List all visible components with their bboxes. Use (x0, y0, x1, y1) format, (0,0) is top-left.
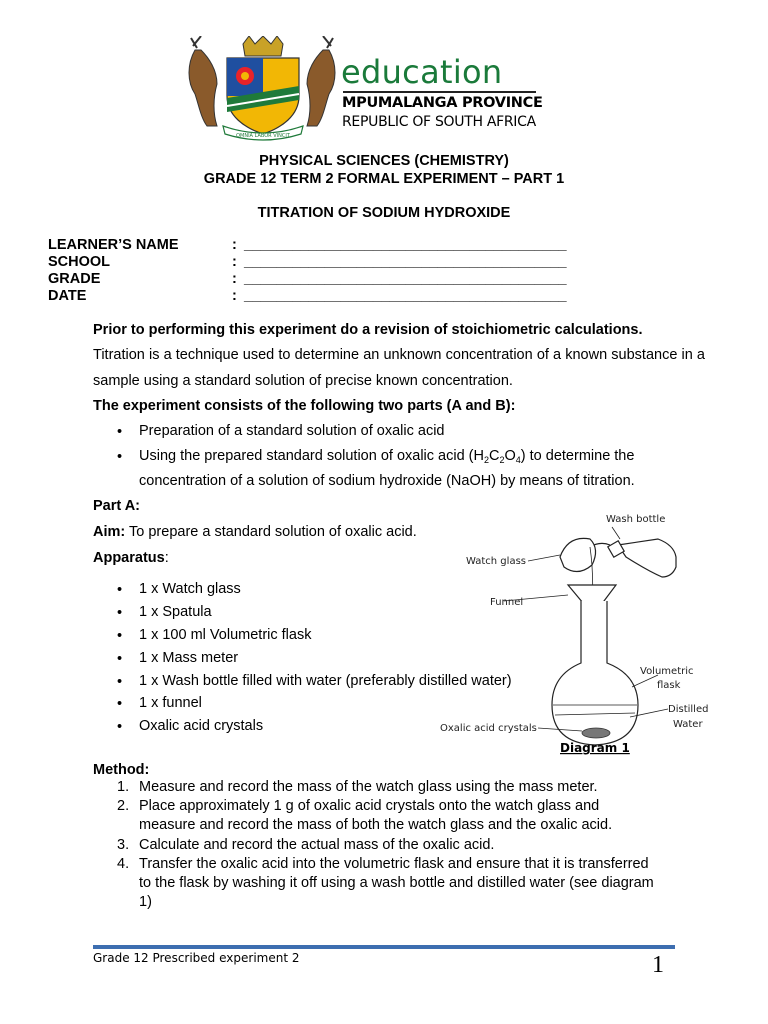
subject-title: PHYSICAL SCIENCES (CHEMISTRY) (259, 153, 509, 169)
step-number: 3. (117, 837, 130, 853)
part-bullet-2-line2: concentration of a solution of sodium hydroxide (NaOH) by means of titration. (139, 473, 635, 489)
apparatus-item: 1 x Watch glass (139, 581, 241, 597)
method-step-1: Measure and record the mass of the watch glass using the mass meter. (139, 779, 598, 795)
step-number: 4. (117, 856, 130, 872)
method-step-2: Place approximately 1 g of oxalic acid crystals onto the watch glass and (139, 798, 600, 814)
bullet-icon: • (117, 696, 123, 712)
parts-heading: The experiment consists of the following two parts (A and B): (93, 398, 516, 414)
date-row[interactable]: DATE : ________________________________________ (48, 288, 567, 304)
method-step-4-line3: 1) (139, 894, 152, 910)
learner-name-blank[interactable]: ________________________________________ (244, 237, 567, 253)
label-flask: flask (657, 680, 681, 691)
revision-note: Prior to performing this experiment do a revision of stoichiometric calculations. (93, 322, 643, 338)
experiment-title: TITRATION OF SODIUM HYDROXIDE (257, 205, 511, 221)
bullet-icon: • (117, 674, 123, 690)
school-blank[interactable]: ________________________________________ (244, 254, 567, 270)
date-blank[interactable]: ________________________________________ (244, 288, 567, 304)
grade-term-title: GRADE 12 TERM 2 FORMAL EXPERIMENT – PART 1 (203, 171, 565, 187)
coat-of-arms-logo (183, 36, 343, 142)
footer-rule (93, 945, 675, 949)
bullet-icon: • (117, 628, 123, 644)
method-step-4: Transfer the oxalic acid into the volumetric flask and ensure that it is transferred (139, 856, 649, 872)
learner-name-row[interactable]: LEARNER’S NAME : ________________________________________ (48, 237, 567, 253)
label-water: Water (673, 719, 703, 730)
grade-row[interactable]: GRADE : ________________________________________ (48, 271, 567, 287)
apparatus-item: 1 x Mass meter (139, 650, 239, 666)
part-bullet-2: Using the prepared standard solution of oxalic acid $(H_2C_2O_4)$ to determine the (139, 448, 635, 465)
watch-glass-icon (560, 538, 596, 571)
bullet-icon: • (117, 582, 123, 598)
volumetric-flask-icon (552, 601, 638, 745)
method-step-4-line2: to the flask by washing it off using a wash bottle and distilled water (see diagram (139, 875, 654, 891)
date-label: DATE (48, 288, 87, 304)
school-label: SCHOOL (48, 254, 111, 270)
apparatus-item: 1 x Spatula (139, 604, 212, 620)
grade-blank[interactable]: ________________________________________ (244, 271, 567, 287)
page-number: 1 (652, 952, 664, 978)
aim-text: To prepare a standard solution of oxalic acid. (129, 524, 417, 540)
step-number: 2. (117, 798, 130, 814)
bullet-icon: • (117, 449, 123, 465)
bullet-icon: • (117, 719, 123, 735)
brand-word: education (341, 53, 503, 91)
aim-label: Aim: (93, 524, 126, 540)
label-wash-bottle: Wash bottle (606, 514, 666, 525)
step-number: 1. (117, 779, 130, 795)
wash-bottle-icon (590, 539, 676, 577)
label-funnel: Funnel (490, 597, 524, 608)
learner-name-label: LEARNER’S NAME (48, 237, 179, 253)
label-distilled: Distilled (668, 704, 709, 715)
method-step-3: Calculate and record the actual mass of the oxalic acid. (139, 837, 495, 853)
method-step-2-line2: measure and record the mass of both the watch glass and the oxalic acid. (139, 817, 613, 833)
grade-label: GRADE (48, 271, 101, 287)
bullet-icon: • (117, 651, 123, 667)
label-volumetric: Volumetric (640, 666, 694, 677)
apparatus-item: 1 x 100 ml Volumetric flask (139, 627, 312, 643)
label-oxalic-acid: Oxalic acid crystals (440, 723, 537, 734)
bullet-icon: • (117, 605, 123, 621)
apparatus-item: 1 x funnel (139, 695, 202, 711)
apparatus-item: Oxalic acid crystals (139, 718, 264, 734)
part-bullet-1: Preparation of a standard solution of oxalic acid (139, 423, 445, 439)
diagram-1 (440, 505, 710, 761)
diagram-caption: Diagram 1 (560, 741, 630, 755)
footer-text: Grade 12 Prescribed experiment 2 (93, 951, 300, 965)
province-name: MPUMALANGA PROVINCE (342, 95, 543, 111)
part-a-heading: Part A: (93, 498, 140, 514)
motto-text: OMNIA LABOR VINCIT (236, 133, 290, 139)
label-watch-glass: Watch glass (466, 556, 526, 567)
republic-name: REPUBLIC OF SOUTH AFRICA (342, 114, 536, 130)
titration-definition: Titration is a technique used to determine an unknown concentration of a known substance in a sample using a standard solution of precise known concentration. (93, 347, 705, 389)
bullet-icon: • (117, 424, 123, 440)
apparatus-item: 1 x Wash bottle filled with water (preferably distilled water) (139, 673, 512, 689)
method-heading: Method: (93, 762, 150, 778)
apparatus-heading: Apparatus: (93, 550, 169, 566)
aim-line (93, 520, 473, 546)
school-row[interactable]: SCHOOL : ________________________________________ (48, 254, 567, 270)
